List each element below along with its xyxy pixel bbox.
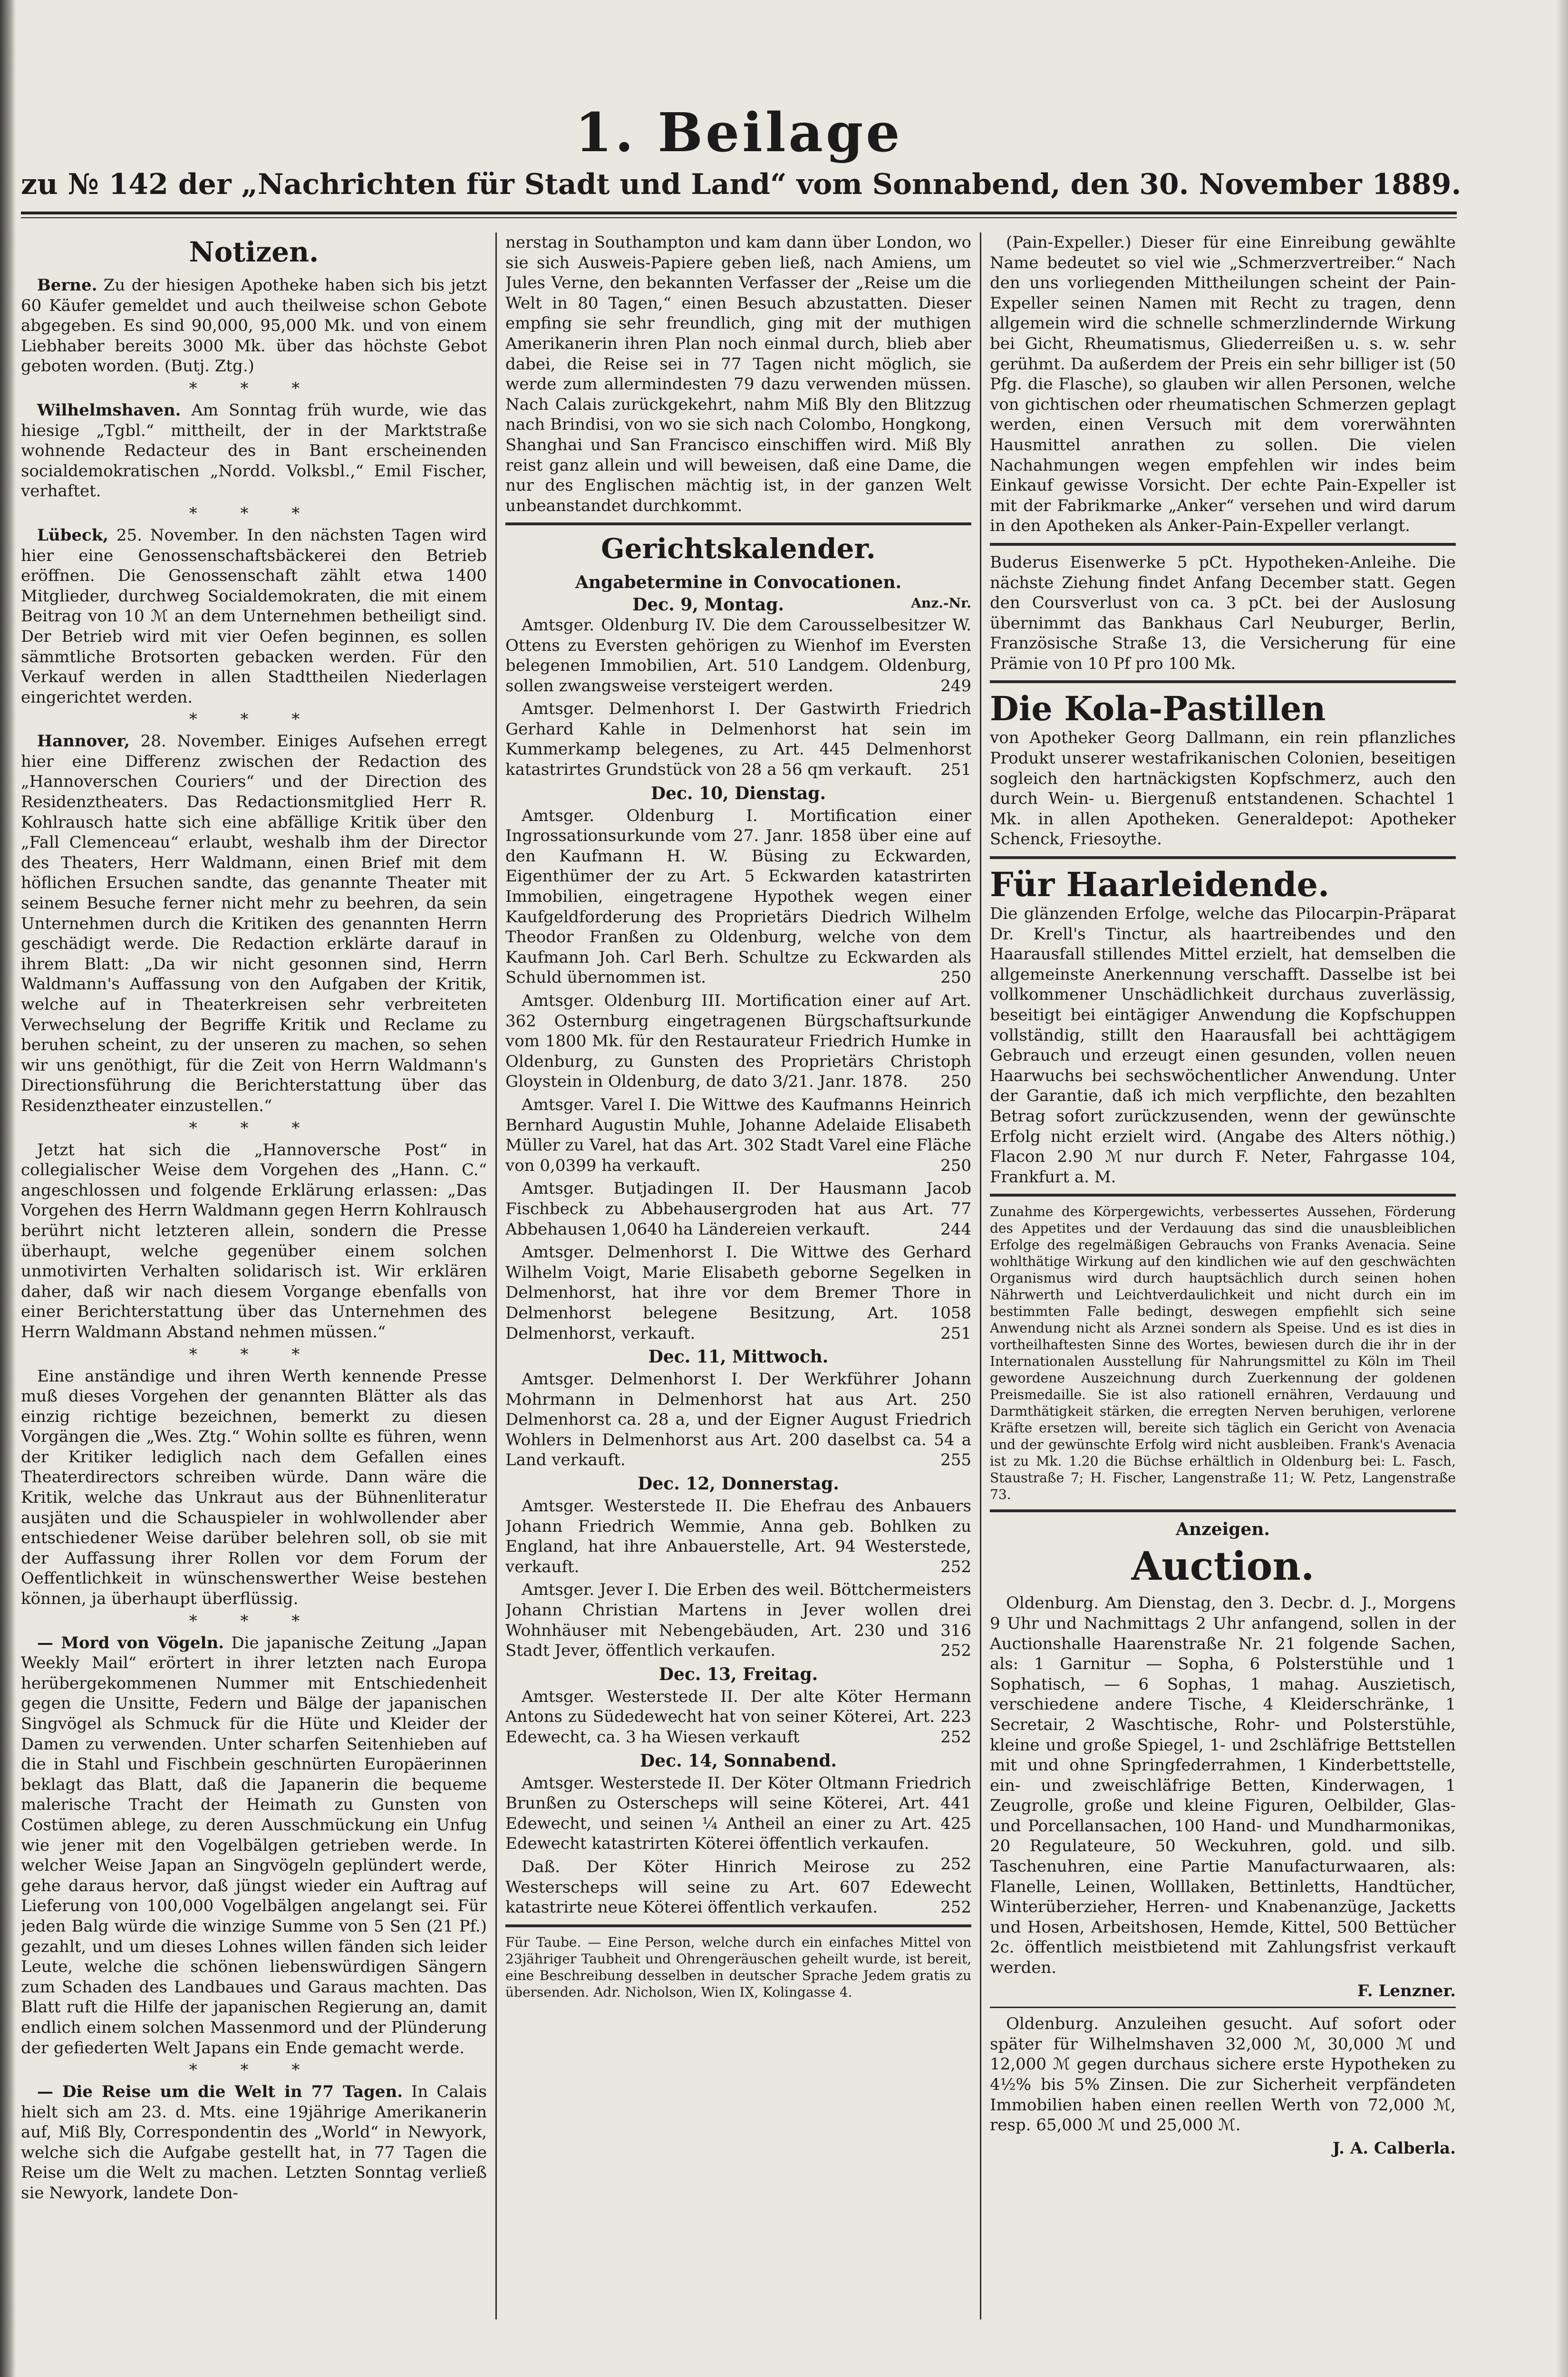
court-entry-text: Amtsger. Delmenhorst I. Die Wittwe des Gerhard Wilhelm Voigt, Marie Elisabeth geborne Segelken in Delmenhorst, hat ihre vor dem Bremer Thore in Delmenhorst belegene Besitzung, Art. 1058 Delmenhorst, verkauft. [505, 1243, 971, 1343]
news-item [21, 1140, 487, 1343]
scan-edge-left [0, 0, 16, 2377]
court-entry-number: 252 [940, 1728, 971, 1747]
ad-rule [990, 1509, 1456, 1512]
ad-anleihe-signature: J. A. Calberla. [1332, 2138, 1456, 2158]
news-item-text: Jetzt hat sich die „Hannoversche Post“ in collegialischer Weise dem Vorgehen des „Hann. C.“ angeschlossen und folgende Erklärung erlassen: „Das Vorgehen des Herrn Waldmann gegen Herrn Kohlrausch berührt nicht letzteren allein, sondern die Presse überhaupt, welche gegenüber einem solchen unmotivirten Verhalten solidarisch ist. Wir erklären daher, daß wir nach diesem Vorgange ebenfalls von einer Berichterstattung über das Unternehmen des Herrn Waldmann Abstand nehmen müssen.“ [21, 1140, 487, 1342]
section-rule [505, 1924, 971, 1927]
court-entry-number: 255 [940, 1450, 971, 1470]
column-separator [495, 232, 497, 2319]
news-item [21, 275, 487, 377]
page-title: 1. Beilage [575, 102, 903, 164]
news-item-keyword: Berne. [37, 276, 97, 295]
court-entry [505, 1369, 971, 1470]
court-entry-text: Amtsger. Butjadingen II. Der Hausmann Jacob Fischbeck zu Abbehausergroden hat aus Art. 77 Abbehausen 1,0640 ha Ländereien verkauft. [505, 1179, 971, 1239]
article-continuation: nerstag in Southampton und kam dann über London, wo sie sich Ausweis-Papiere geben ließ, nach Amiens, um Jules Verne, den bekannten Verfasser der „Reise um die Welt in 80 Tagen,“ einen Besuch abzustatten. Dieser empfing sie sehr freundlich, ging mit der muthigen Amerikanerin ihren Plan noch einmal durch, blieb aber dabei, die Reise sei in 77 Tagen nicht möglich, sie werde zum allermindesten 79 dazu verwenden müssen. Nach Calais zurückgekehrt, nahm Miß Bly den Blitzzug nach Brindisi, von wo sie sich nach Colombo, Hongkong, Shanghai und San Francisco einschiffen wird. Miß Bly reist ganz allein und will beweisen, daß eine Dame, die nur des Englischen mächtig ist, in der ganzen Welt unbeanstandet durchkommt. [505, 233, 971, 515]
news-item-text: Die japanische Zeitung „Japan Weekly Mail“ erörtert in ihrer letzten nach Europa herübergekommenen Nummer mit Entschiedenheit gegen die Unsitte, Federn und Bälge der japanischen Singvögel als Schmuck für die Hüte und Kleider der Damen zu verwenden. Unter scharfen Seitenhieben auf die in Stahl und Fischbein geschnürten Europäerinnen beklagt das Blatt, daß die Japanerin die bequeme malerische Tracht der Heimath zu Gunsten von Costümen ablege, zu deren Ausschmückung ein Unfug wie jener mit den Vogelbälgen getrieben werde. In welcher Weise Japan an Singvögeln geplündert werde, gehe daraus hervor, daß jüngst wieder ein Auftrag auf Lieferung von 100,000 Vogelbälgen angelangt sei. Für jeden Balg würde die winzige Summe von 5 Sen (21 Pf.) gezahlt, und um dieses Lohnes willen fänden sich leider Leute, welche die schönen liebenswürdigen Sängern zum Schaden des Landbaues und Garaus machten. Das Blatt ruft die Hilfe der japanischen Regierung an, damit endlich einem solchen Massenmord und der Plünderung der gefiederten Welt Japans ein Ende gemacht werde. [21, 1633, 487, 2058]
section-heading-gerichtskalender: Gerichtskalender. [601, 532, 876, 565]
day-heading: Dec. 13, Freitag. [658, 1664, 818, 1684]
court-entry [505, 806, 971, 988]
court-entry [505, 1242, 971, 1343]
news-item-keyword: Hannover, [37, 732, 130, 751]
separator-stars: * * * [189, 378, 319, 398]
header-rule [21, 212, 1457, 218]
news-item [21, 525, 487, 707]
court-entry [505, 699, 971, 780]
scan-edge-right [1556, 0, 1568, 2377]
court-entry-text: Amtsger. Oldenburg IV. Die dem Carousselbesitzer W. Ottens zu Eversten gehörigen zu Wienhof im Eversten belegenen Immobilien, Art. 510 Landgem. Oldenburg, sollen zwangsweise versteigert werden. [505, 615, 971, 696]
ad-auction-text: Oldenburg. Am Dienstag, den 3. Decbr. d. J., Morgens 9 Uhr und Nachmittags 2 Uhr anfangend, sollen in der Auctionshalle Haarenstraße Nr. 21 folgende Sachen, als: 1 Garnitur — Sopha, 6 Polsterstühle und 1 Sophatisch, — 6 Sophas, 1 mahag. Auszietisch, verschiedene andere Tische, 4 Kleiderschränke, 1 Secretair, 2 Waschtische, Rohr- und Polsterstühle, kleine und große Spiegel, 1- und 2schläfrige Bettstellen mit und ohne Springfederrahmen, 1 Kinderbettstelle, ein- und zweischläfrige Betten, Kinderwagen, 1 Zeugrolle, große und kleine Figuren, Oelbilder, Glas- und Porcellansachen, 100 Hand- und Mundharmonikas, 20 Regulateure, 50 Weckuhren, gold. und silb. Taschenuhren, eine Partie Manufacturwaaren, als: Flanelle, Leinen, Wolllaken, Bettinletts, Handtücher, Winterüberzieher, Herren- und Knabenanzüge, Jacketts und Hosen, Arbeitshosen, Hemde, Kittel, 500 Bettücher 2c. öffentlich meistbietend mit Zahlungsfrist verkauft werden. [990, 1594, 1456, 1978]
court-entry [505, 1773, 971, 1874]
news-item-text: Eine anständige und ihren Werth kennende Presse muß dieses Vorgehen der genannten Blätter als das einzig richtige bezeichnen, bemerkt zu diesen Vorgängen die „Wes. Ztg.“ Wohin sollte es führen, wenn der Kritiker lediglich nach dem Gefallen eines Theaterdirectors schreiben würde. Dann wäre die Kritik, welche das Unkraut aus der Bühnenliteratur ausjäten und die Schauspieler in wohlwollender aber entschiedener Weise darüber belehren soll, ob sie mit der Auffassung ihrer Rollen vor dem Forum der Oeffentlichkeit in wünschenswerther Weise bestehen können, ja überhaupt überflüssig. [21, 1366, 487, 1609]
news-item-text: Am Sonntag früh wurde, wie das hiesige „Tgbl.“ mittheilt, der in der Marktstraße wohnende Redacteur des in Bant erscheinenden socialdemokratischen „Nordd. Volksbl.,“ Emil Fischer, verhaftet. [21, 400, 487, 501]
ad-rule [990, 543, 1456, 546]
news-item-keyword: — Die Reise um die Welt in 77 Tagen. [37, 2082, 403, 2102]
day-heading: Dec. 14, Sonnabend. [640, 1750, 837, 1771]
day-heading: Dec. 10, Dienstag. [650, 783, 826, 803]
court-entry-number: 251 [940, 1324, 971, 1343]
news-item-keyword: — Mord von Vögeln. [37, 1633, 224, 1652]
court-entry-number: 250 [940, 1156, 971, 1175]
section-heading-anzeigen: Anzeigen. [1176, 1519, 1270, 1540]
news-item [21, 2082, 487, 2203]
column-advertisements [990, 232, 1456, 2319]
court-entry-number: 250 [940, 1072, 971, 1092]
court-entry-text: Daß. Der Köter Hinrich Meirose zu Westerscheps will seine zu Art. 607 Edewecht katastrirte neue Köterei öffentlich verkaufen. [505, 1857, 971, 1917]
separator-stars: * * * [189, 710, 319, 729]
ad-kola-heading: Die Kola-Pastillen [990, 689, 1326, 729]
ad-rule [990, 2007, 1456, 2008]
day-heading: Dec. 9, Montag. [632, 595, 784, 615]
court-entry-text: Amtsger. Delmenhorst I. Der Gastwirth Friedrich Gerhard Kahle in Delmenhorst hat sein im Kummerkamp belegenes, zu Art. 445 Delmenhorst katastrirtes Grundstück von 28 a 56 qm verkauft. [505, 699, 971, 780]
court-entry [505, 1179, 971, 1239]
footnote-taube: Für Taube. — Eine Person, welche durch ein einfaches Mittel von 23jähriger Taubheit und Ohrengeräuschen geheilt wurde, ist bereit, eine Beschreibung desselben in deutscher Sprache Jedem gratis zu übersenden. Adr. Nicholson, Wien IX, Kolingasse 4. [505, 1934, 971, 2000]
court-entry-number: 252 [940, 1898, 971, 1917]
ad-kola-text: von Apotheker Georg Dallmann, ein rein pflanzliches Produkt unserer westafrikanischen Colonien, beseitigen sogleich den hartnäckigsten Kopfschmerz, auch den durch Wein- u. Biergenuß entstandenen. Schachtel 1 Mk. in allen Apotheken. Generaldepot: Apotheker Schenck, Friesoythe. [990, 728, 1456, 849]
court-entry-number: 252 [940, 1854, 971, 1874]
news-item-text: 25. November. In den nächsten Tagen wird hier eine Genossenschaftsbäckerei den Betrieb eröffnen. Die Genossenschaft zählt etwa 1400 Mitglieder, durchweg Socialdemokraten, die mit einem Beitrag von 10 ℳ an dem Unternehmen betheiligt sind. Der Betrieb wird mit vier Oefen beginnen, es sollen sämmtliche Brotsorten gebacken werden. Für den Verkauf werden in allen Stadttheilen Niederlagen eingerichtet werden. [21, 525, 487, 707]
ad-auction-heading: Auction. [1131, 1544, 1315, 1590]
news-item [21, 400, 487, 502]
ad-buderus: Buderus Eisenwerke 5 pCt. Hypotheken-Anleihe. Die nächste Ziehung findet Anfang December statt. Gegen den Coursverlust von ca. 3 pCt. bei der Auslosung übernimmt das Bankhaus Carl Neuburger, Berlin, Französische Straße 13, die Versicherung für eine Prämie von 10 Pf pro 100 Mk. [990, 552, 1456, 673]
ad-avenacia: Zunahme des Körpergewichts, verbessertes Aussehen, Förderung des Appetites und der Verdauung das sind die unausbleiblichen Erfolge des regelmäßigen Gebrauchs von Franks Avenacia. Seine wohlthätige Wirkung auf den kindlichen wie auf den geschwächten Organismus wird durch hauptsächlich durch seinen hohen Nährwerth und Leichtverdaulichkeit und nicht durch ein im bestimmten Falle bedingt, deswegen empfiehlt sich seine Anwendung nicht als Arznei sondern als Speise. Und es ist dies in vortheilhaftesten Sinne des Wortes, bewiesen durch die ihr in der Internationalen Ausstellung für Nahrungsmittel zu Köln im Theil gewordene Auszeichnung durch Zuerkennung der goldenen Preismedaille. Sie ist also rationell ernähren, Verdauung und Darmthätigkeit stärken, die erregten Nerven beruhigen, verlorene Kräfte ersetzen will, bereite sich täglich ein Gericht von Avenacia und der gewünschte Erfolg wird nicht ausbleiben. Frank's Avenacia ist zu Mk. 1.20 die Büchse erhältlich in Oldenburg bei: L. Fasch, Staustraße 7; H. Fischer, Langenstraße 11; W. Petz, Langenstraße 73. [990, 1204, 1456, 1503]
court-entry [505, 1580, 971, 1661]
news-item [21, 1366, 487, 1609]
court-entry [505, 991, 971, 1092]
section-rule [505, 522, 971, 525]
court-entry-text: Amtsger. Delmenhorst I. Der Werkführer Johann Mohrmann in Delmenhorst hat aus Art. 250 Delmenhorst ca. 28 a, und der Eigner August Friedrich Wohlers in Delmenhorst aus Art. 200 daselbst ca. 54 a Land verkauft. [505, 1370, 971, 1470]
ad-rule [990, 680, 1456, 683]
court-entry-text: Amtsger. Westerstede II. Der Köter Oltmann Friedrich Brunßen zu Osterscheps will seine Köterei, Art. 441 Edewecht, und seinen ¼ Antheil an einer zu Art. 425 Edewecht katastrirten Köterei öffentlich verkaufen. [505, 1773, 971, 1854]
separator-stars: * * * [189, 1344, 319, 1364]
ad-rule [990, 856, 1456, 859]
ad-rule [990, 1194, 1456, 1197]
court-entry-number: 249 [940, 676, 971, 696]
separator-stars: * * * [189, 503, 319, 523]
court-entry-number: 252 [940, 1557, 971, 1576]
court-entry-number: 244 [940, 1219, 971, 1239]
day-heading: Dec. 12, Donnerstag. [638, 1474, 839, 1494]
column-separator [980, 232, 981, 2319]
section-heading-notizen: Notizen. [189, 236, 319, 268]
news-item-keyword: Lübeck, [37, 525, 109, 545]
court-entry-text: Amtsger. Oldenburg III. Mortification einer auf Art. 362 Osternburg eingetragenen Bürgschaftsurkunde vom 1800 Mk. für den Restaurateur Friedrich Humke in Oldenburg, zu Gunsten des Proprietärs Christoph Gloystein in Oldenburg, de dato 3/21. Janr. 1878. [505, 991, 971, 1092]
columns [21, 232, 1457, 2319]
ad-pain-expeller: (Pain-Expeller.) Dieser für eine Einreibung gewählte Name bedeutet so viel wie „Schmerzvertreiber.“ Nach den uns vorliegenden Mittheilungen scheint der Pain-Expeller seinen Namen mit Recht zu tragen, denn allgemein wird die schnelle schmerzlindernde Wirkung bei Gicht, Rheumatismus, Gliederreißen u. s. w. sehr gerühmt. Da außerdem der Preis ein sehr billiger ist (50 Pfg. die Flasche), so glauben wir allen Personen, welche von gichtischen oder rheumatischen Schmerzen geplagt werden, einen Versuch mit dem vorerwähnten Hausmittel anrathen zu sollen. Die vielen Nachahmungen wegen empfehlen wir indes beim Einkauf gewisse Vorsicht. Der echte Pain-Expeller ist mit der Fabrikmarke „Anker“ versehen und wird darum in den Apotheken als Anker-Pain-Expeller verlangt. [990, 233, 1456, 536]
court-entry-number: 252 [940, 1641, 971, 1661]
separator-stars: * * * [189, 2060, 319, 2080]
court-entry [505, 1496, 971, 1577]
number-column-label: Anz.-Nr. [911, 595, 971, 611]
news-item-text: In Calais hielt sich am 23. d. Mts. eine 19jährige Amerikanerin auf, Miß Bly, Correspondentin des „World“ in Newyork, welche sich die Aufgabe gestellt hat, in 77 Tagen die Reise um die Welt zu machen. Letzten Sonntag verließ sie Newyork, landete Don- [21, 2082, 487, 2203]
day-header-row [505, 595, 971, 615]
ad-haar-heading: Für Haarleidende. [990, 865, 1330, 905]
news-item-text: 28. November. Einiges Aufsehen erregt hier eine Differenz zwischen der Redaction des „Hannoverschen Couriers“ und der Direction des Residenztheaters. Das Redactionsmitglied Herr R. Kohlrausch hatte sich eine abfällige Kritik über den „Fall Clemenceau“ erlaubt, weshalb ihm der Director des Theaters, Herr Waldmann, einen Brief mit dem höflichen Ersuchen sandte, das genannte Theater mit seinem Besuche ferner nicht mehr zu beehren, da sein Unternehmen durch die Kritiken des genannten Herrn geschädigt werde. Die Redaction erklärte darauf in ihrem Blatt: „Da wir nicht gesonnen sind, Herrn Waldmann's Auffassung von den Aufgaben der Kritik, welche auf in Theaterkreisen sehr verbreiteten Verwechselung der Begriffe Kritik und Reclame zu beruhen scheint, zu der unseren zu machen, so sehen wir uns genöthigt, für die Zeit von Herrn Waldmann's Directionsführung die Berichterstattung über das Residenztheater einzustellen.“ [21, 732, 487, 1115]
court-entry [505, 1095, 971, 1176]
court-calendar [505, 615, 971, 1918]
ad-haar-text: Die glänzenden Erfolge, welche das Pilocarpin-Präparat Dr. Krell's Tinctur, als haartreibendes und den Haarausfall stillendes Mittel erzielt, hat demselben die allgemeinste Anerkennung verschafft. Dasselbe ist bei vollkommener Unschädlichkeit durchaus zuverlässig, beseitigt bei eintägiger Anwendung die Kopfschuppen vollständig, stillt den Haarausfall bei achttägigem Gebrauch und erzeugt einen gesunden, vollen neuen Haarwuchs bei sechswöchentlicher Anwendung. Unter der Garantie, daß ich mich verpflichte, den bezahlten Betrag sofort zurückzusenden, wenn der gewünschte Erfolg nicht erzielt wird. (Angabe des Alters nöthig.) Flacon 2.90 ℳ nur durch F. Neter, Fahrgasse 104, Frankfurt a. M. [990, 904, 1456, 1187]
news-item-text: Zu der hiesigen Apotheke haben sich bis jetzt 60 Käufer gemeldet und auch theilweise schon Gebote abgegeben. Es sind 90,000, 95,000 Mk. und von einem Liebhaber bereits 3000 Mk. über das höchste Gebot geboten worden. (Butj. Ztg.) [21, 276, 487, 376]
column-gerichtskalender [505, 232, 971, 2319]
column-notizen [21, 232, 487, 2319]
court-entry [505, 1857, 971, 1918]
newspaper-page [21, 102, 1462, 2319]
separator-stars: * * * [189, 1118, 319, 1138]
day-heading: Dec. 11, Mittwoch. [648, 1347, 829, 1367]
section-subheading: Angabetermine in Convocationen. [575, 572, 902, 593]
court-entry-text: Amtsger. Oldenburg I. Mortification einer Ingrossationsurkunde vom 27. Janr. 1858 über eine auf den Kaufmann H. W. Büsing zu Eckwarden, Eigenthümer der zu Art. 5 Eckwarden katastrirten Immobilien, eingetragene Hypothek wegen einer Kaufgeldforderung des Proprietärs Diedrich Wilhelm Theodor Franßen zu Oldenburg, welche von dem Kaufmann Joh. Carl Berh. Schultze zu Eckwarden als Schuld übernommen ist. [505, 806, 971, 987]
news-item-keyword: Wilhelmshaven. [37, 400, 181, 420]
news-item [21, 1633, 487, 2058]
page-subtitle: zu № 142 der „Nachrichten für Stadt und Land“ vom Sonnabend, den 30. November 1889. [21, 168, 1462, 201]
ad-anleihe-text: Oldenburg. Anzuleihen gesucht. Auf sofort oder später für Wilhelmshaven 32,000 ℳ, 30,000 ℳ und 12,000 ℳ gegen durchaus sichere erste Hypotheken zu 4½% bis 5% Zinsen. Die zur Sicherheit verpfändeten Immobilien haben einen reellen Werth von 72,000 ℳ, resp. 65,000 ℳ und 25,000 ℳ. [990, 2014, 1456, 2135]
court-entry-text: Amtsger. Jever I. Die Erben des weil. Böttchermeisters Johann Christian Martens in Jever wollen drei Wohnhäuser mit Nebengebäuden, Art. 230 und 316 Stadt Jever, öffentlich verkaufen. [505, 1580, 971, 1661]
court-entry-text: Amtsger. Varel I. Die Wittwe des Kaufmanns Heinrich Bernhard Augustin Muhle, Johanne Adelaide Elisabeth Müller zu Varel, hat das Art. 302 Stadt Varel eine Fläche von 0,0399 ha verkauft. [505, 1095, 971, 1175]
court-entry-text: Amtsger. Westerstede II. Der alte Köter Hermann Antons zu Südedewecht hat von seiner Köterei, Art. 223 Edewecht, ca. 3 ha Wiesen verkauft [505, 1687, 971, 1747]
ad-auction-signature: F. Lenzner. [1357, 1981, 1456, 2000]
court-entry-text: Amtsger. Westerstede II. Die Ehefrau des Anbauers Johann Friedrich Wemmie, Anna geb. Bohlken zu England, hat ihre Anbauerstelle, Art. 94 Westerstede, verkauft. [505, 1497, 971, 1576]
court-entry [505, 1687, 971, 1748]
separator-stars: * * * [189, 1611, 319, 1631]
news-item [21, 731, 487, 1116]
court-entry-number: 250 [940, 968, 971, 987]
court-entry [505, 615, 971, 696]
court-entry-number: 251 [940, 760, 971, 780]
